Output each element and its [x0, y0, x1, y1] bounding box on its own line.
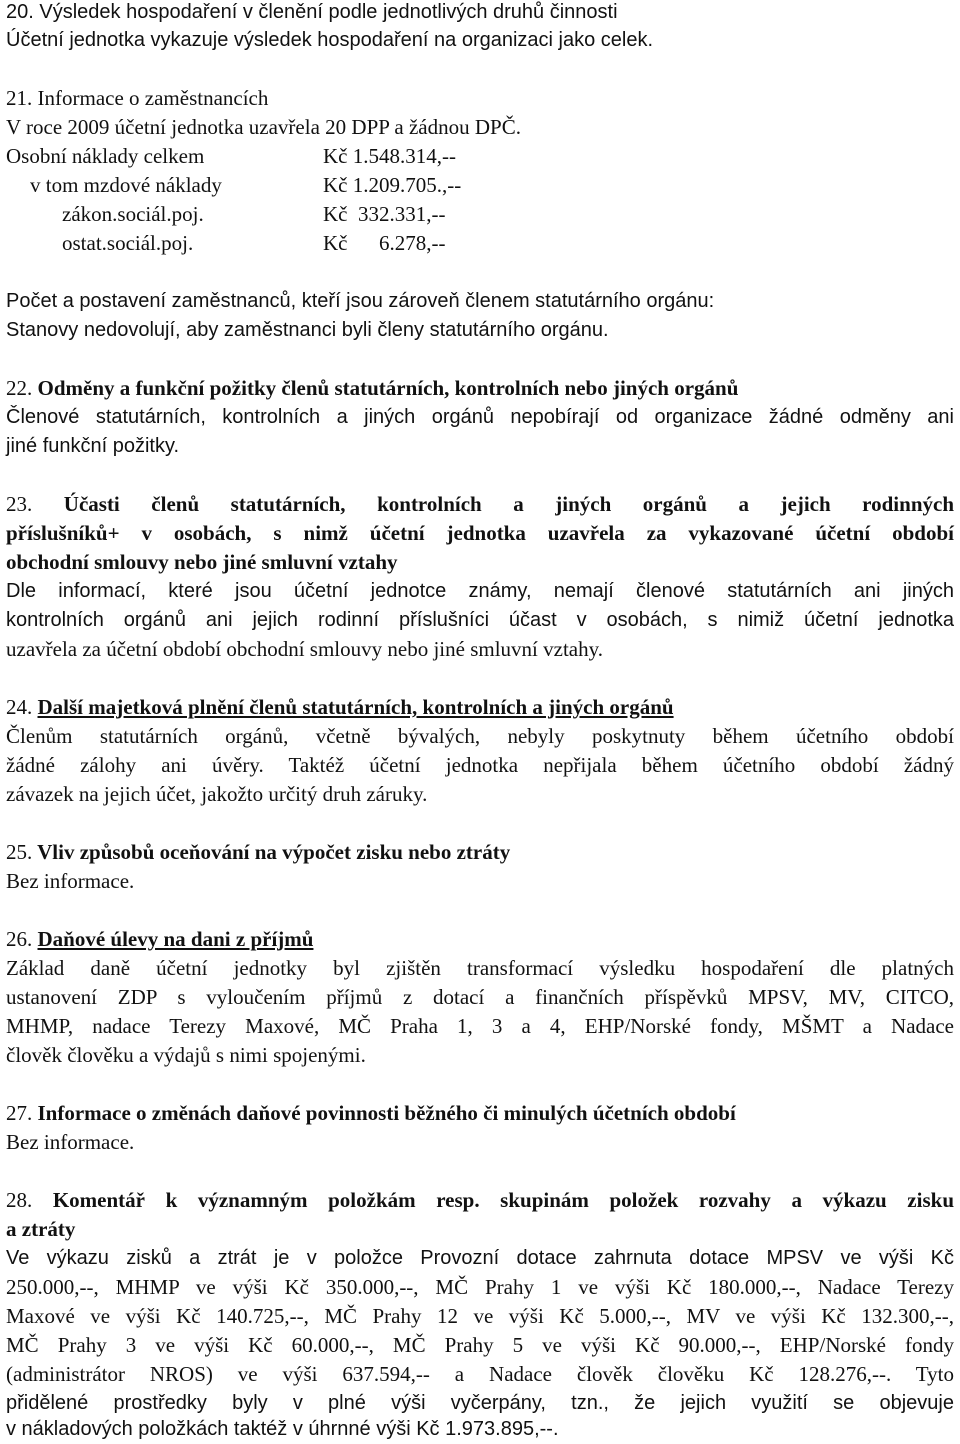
section-23-heading-line-1: [6, 490, 954, 519]
section-22-text-line-2: jiné funkční požitky.: [6, 435, 180, 457]
board-membership-answer: Stanovy nedovolují, aby zaměstnanci byli členy statutárního orgánu.: [6, 319, 609, 341]
cost-value-statutory-social: Kč 332.331,--: [323, 202, 446, 226]
section-24-heading: [6, 693, 674, 722]
section-26-text-line-4: člověk člověku a výdajů s nimi spojenými.: [6, 1043, 366, 1067]
section-23-number: 23.: [6, 492, 33, 516]
section-28-text-line-3: Maxové ve výši Kč 140.725,--, MČ Prahy 12 ve výši Kč 5.000,--, MV ve výši Kč 132.300,--,: [6, 1304, 954, 1328]
section-26-number: 26.: [6, 927, 33, 951]
section-23-title-line-3: obchodní smlouvy nebo jiné smluvní vztahy: [6, 550, 398, 574]
section-24-text-line-2: žádné zálohy ani úvěry. Taktéž účetní jednotka nepřijala během účetního období žádný: [6, 753, 954, 777]
section-26-text-line-1: Základ daně účetní jednotky byl zjištěn transformací výsledku hospodaření dle platných: [6, 956, 954, 980]
section-28-number: 28.: [6, 1188, 33, 1212]
section-28-text-line-2: 250.000,--, MHMP ve výši Kč 350.000,--, MČ Prahy 1 ve výši Kč 180.000,--, Nadace Terezy: [6, 1275, 954, 1299]
cost-label-wages: v tom mzdové náklady: [30, 173, 222, 197]
section-23-text-line-1: Dle informací, které jsou účetní jednotce známy, nemají členové statutárních ani jiných: [6, 580, 954, 602]
section-28-text-line-5: (administrátor NROS) ve výši 637.594,-- a Nadace člověk člověku Kč 128.276,--. Tyto: [6, 1362, 954, 1386]
section-21-title: Informace o zaměstnancích: [37, 86, 269, 110]
section-26-heading: [6, 925, 313, 954]
section-27-number: 27.: [6, 1101, 33, 1125]
section-24-number: 24.: [6, 695, 33, 719]
section-25-heading: [6, 838, 510, 867]
section-22-number: 22.: [6, 376, 33, 400]
section-21-number: 21.: [6, 86, 33, 110]
section-20-title: Výsledek hospodaření v členění podle jednotlivých druhů činnosti: [39, 1, 618, 23]
section-25-title: Vliv způsobů oceňování na výpočet zisku nebo ztráty: [37, 840, 511, 864]
section-21-heading: [6, 84, 268, 113]
section-28-title-line-2: a ztráty: [6, 1217, 76, 1241]
section-24-text-line-3: závazek na jejich účet, jakožto určitý druh záruky.: [6, 782, 428, 806]
section-26-text-line-3: MHMP, nadace Terezy Maxové, MČ Praha 1, 3 a 4, EHP/Norské fondy, MŠMT a Nadace: [6, 1014, 954, 1038]
section-27-heading: [6, 1099, 736, 1128]
section-28-title-line-1: Komentář k významným položkám resp. skupinám položek rozvahy a výkazu zisku: [52, 1188, 954, 1212]
section-26-text-line-2: ustanovení ZDP s vyloučením příjmů z dotací a finančních příspěvků MPSV, MV, CITCO,: [6, 985, 954, 1009]
cost-value-other-social: Kč 6.278,--: [323, 231, 446, 255]
section-22-title: Odměny a funkční požitky členů statutárních, kontrolních nebo jiných orgánů: [37, 376, 739, 400]
section-21-dpp-line: V roce 2009 účetní jednotka uzavřela 20 DPP a žádnou DPČ.: [6, 115, 521, 139]
section-23-text-line-2: kontrolních orgánů ani jejich rodinní příslušníci účast v osobách, s nimiž účetní jednotka: [6, 609, 954, 631]
section-22-text-line-1: Členové statutárních, kontrolních a jiných orgánů nepobírají od organizace žádné odměny ani: [6, 406, 954, 428]
cost-label-total: Osobní náklady celkem: [6, 144, 205, 168]
section-23-title-line-1: Účasti členů statutárních, kontrolních a jiných orgánů a jejich rodinných: [63, 492, 954, 516]
cost-value-wages: Kč 1.209.705.,--: [323, 173, 462, 197]
section-20-number: 20.: [6, 1, 34, 23]
section-20-heading: [6, 0, 618, 27]
section-22-heading: [6, 374, 738, 403]
section-28-heading-line-1: [6, 1186, 954, 1215]
section-23-text-line-3: uzavřela za účetní období obchodní smlouvy nebo jiné smluvní vztahy.: [6, 637, 603, 661]
section-23-title-line-2: příslušníků+ v osobách, s nimž účetní jednotka uzavřela za vykazované účetní období: [6, 521, 954, 545]
cost-label-other-social: ostat.sociál.poj.: [62, 231, 194, 255]
cost-value-total: Kč 1.548.314,--: [323, 144, 456, 168]
section-27-text: Bez informace.: [6, 1130, 135, 1154]
section-28-text-line-6: přidělené prostředky byly v plné výši vyčerpány, tzn., že jejich využití se objevuje: [6, 1392, 954, 1414]
section-28-text-line-1: Ve výkazu zisků a ztrát je v položce Provozní dotace zahrnuta dotace MPSV ve výši Kč: [6, 1247, 954, 1269]
board-membership-question: Počet a postavení zaměstnanců, kteří jsou zároveň členem statutárního orgánu:: [6, 290, 715, 312]
section-25-text: Bez informace.: [6, 869, 135, 893]
cost-label-statutory-social: zákon.sociál.poj.: [62, 202, 204, 226]
section-28-text-line-7: v nákladových položkách taktéž v úhrnné výši Kč 1.973.895,--.: [6, 1418, 559, 1440]
section-27-title: Informace o změnách daňové povinnosti běžného či minulých účetních období: [37, 1101, 736, 1125]
section-20-text: Účetní jednotka vykazuje výsledek hospodaření na organizaci jako celek.: [6, 29, 654, 51]
section-24-title: Další majetková plnění členů statutárních, kontrolních a jiných orgánů: [37, 695, 674, 719]
section-28-text-line-4: MČ Prahy 3 ve výši Kč 60.000,--, MČ Prahy 5 ve výši Kč 90.000,--, EHP/Norské fondy: [6, 1333, 954, 1357]
section-24-text-line-1: Členům statutárních orgánů, včetně bývalých, nebyly poskytnuty během účetního období: [6, 724, 954, 748]
section-25-number: 25.: [6, 840, 33, 864]
section-26-title: Daňové úlevy na dani z příjmů: [37, 927, 314, 951]
